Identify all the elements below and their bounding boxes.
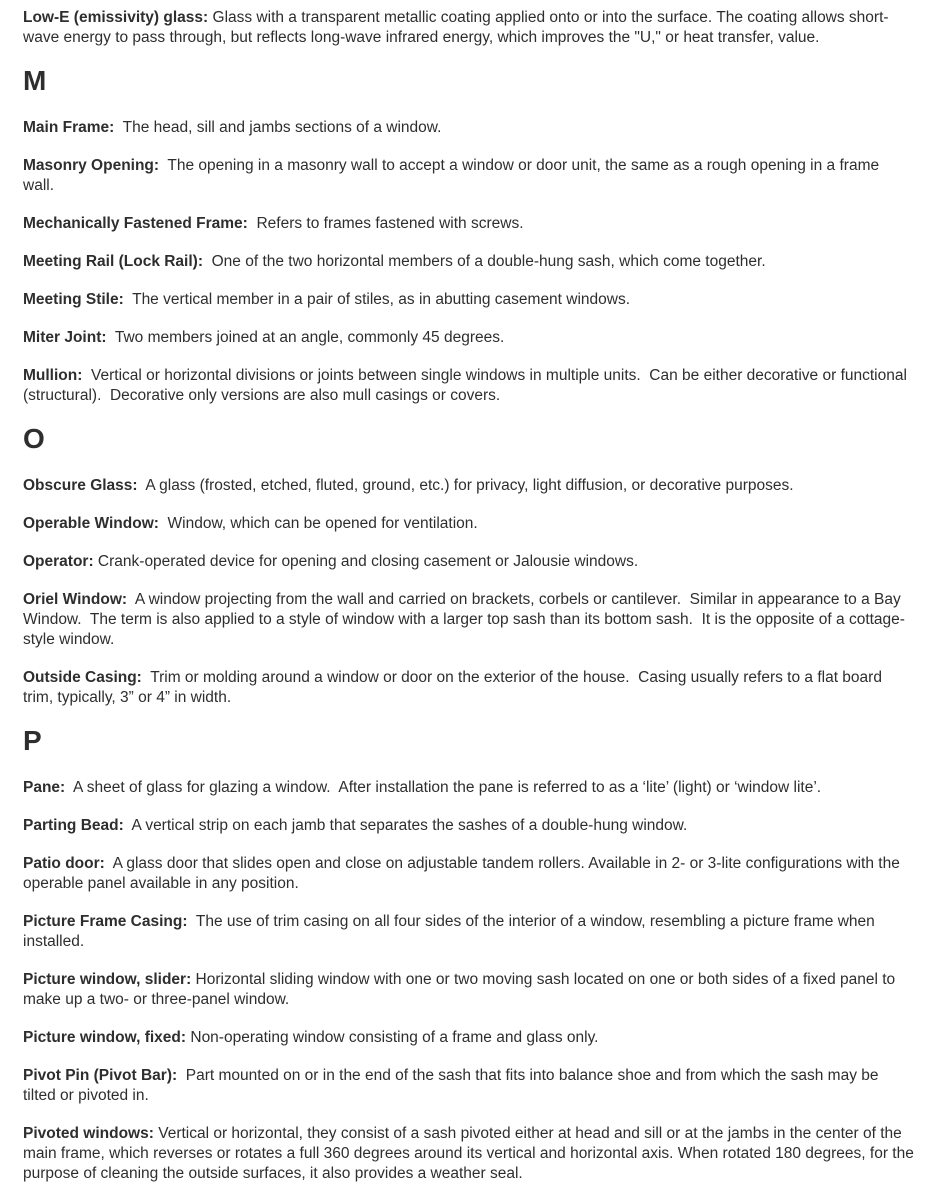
glossary-definition: A window projecting from the wall and carried on brackets, corbels or cantilever. Similar in appearance to a Bay Window. The term is also applied to a style of window with a larger top sash than its bottom sash. It is the opposite of a cottage-style window. [23, 591, 906, 648]
glossary-definition: Horizontal sliding window with one or two moving sash located on one or both sides of a fixed panel to make up a two- or three-panel window. [23, 971, 900, 1008]
glossary-entry [23, 1066, 914, 1106]
glossary-definition: The vertical member in a pair of stiles, as in abutting casement windows. [123, 291, 631, 308]
glossary-entry [23, 476, 914, 496]
glossary-term: Mullion: [23, 367, 83, 384]
glossary-term: Operator: [23, 553, 94, 570]
glossary-definition: Trim or molding around a window or door on the exterior of the house. Casing usually refers to a flat board trim, typically, 3” or 4” in width. [23, 669, 887, 706]
glossary-definition: A sheet of glass for glazing a window. After installation the pane is referred to as a ‘lite’ (light) or ‘window lite’. [65, 779, 822, 796]
glossary-entry [23, 328, 914, 348]
glossary-term: Picture window, slider: [23, 971, 192, 988]
glossary-definition: Two members joined at an angle, commonly 45 degrees. [106, 329, 505, 346]
glossary-entry [23, 854, 914, 894]
glossary-entry [23, 912, 914, 952]
glossary-term: Meeting Rail (Lock Rail): [23, 253, 203, 270]
glossary-term: Pivoted windows: [23, 1125, 154, 1142]
glossary-definition: Non-operating window consisting of a frame and glass only. [186, 1029, 599, 1046]
glossary-definition: One of the two horizontal members of a double-hung sash, which come together. [203, 253, 766, 270]
glossary-term: Pivot Pin (Pivot Bar): [23, 1067, 178, 1084]
section-letter-heading-m: M [23, 65, 47, 96]
glossary-entry [23, 214, 914, 234]
glossary-term: Pane: [23, 779, 66, 796]
glossary-definition: Vertical or horizontal divisions or joints between single windows in multiple units. Can be either decorative or functional (structural). Decorative only versions are also mull casings or covers. [23, 367, 912, 404]
glossary-definition: The use of trim casing on all four sides of the interior of a window, resembling a picture frame when installed. [23, 913, 880, 950]
glossary-term: Parting Bead: [23, 817, 124, 834]
glossary-entry [23, 778, 914, 798]
glossary-entry [23, 590, 914, 650]
glossary-term: Obscure Glass: [23, 477, 138, 494]
glossary-term: Picture Frame Casing: [23, 913, 188, 930]
glossary-term: Mechanically Fastened Frame: [23, 215, 248, 232]
glossary-definition: A vertical strip on each jamb that separates the sashes of a double-hung window. [123, 817, 688, 834]
glossary-entry [23, 156, 914, 196]
glossary-term: Patio door: [23, 855, 105, 872]
glossary-entry [23, 252, 914, 272]
glossary-term: Masonry Opening: [23, 157, 160, 174]
glossary-term: Picture window, fixed: [23, 1029, 187, 1046]
glossary-definition: The head, sill and jambs sections of a window. [114, 119, 442, 136]
glossary-entry [23, 816, 914, 836]
glossary-entry [23, 8, 914, 48]
glossary-entry [23, 1028, 914, 1048]
glossary-term: Meeting Stile: [23, 291, 124, 308]
glossary-definition: Part mounted on or in the end of the sash that fits into balance shoe and from which the sash may be tilted or pivoted in. [23, 1067, 883, 1104]
glossary-entry [23, 552, 914, 572]
glossary-term: Oriel Window: [23, 591, 128, 608]
glossary-definition: A glass door that slides open and close on adjustable tandem rollers. Available in 2- or 3-lite configurations with the operable panel available in any position. [23, 855, 905, 892]
section-letter-heading-o: O [23, 423, 45, 454]
glossary-definition: The opening in a masonry wall to accept a window or door unit, the same as a rough opening in a frame wall. [23, 157, 884, 194]
glossary-definition: Refers to frames fastened with screws. [247, 215, 524, 232]
glossary-entry [23, 290, 914, 310]
glossary-definition: Glass with a transparent metallic coating applied onto or into the surface. The coating allows short-wave energy to pass through, but reflects long-wave infrared energy, which improves the "U," or heat transfer, value. [23, 9, 889, 46]
glossary-definition: Window, which can be opened for ventilation. [158, 515, 478, 532]
glossary-definition: Vertical or horizontal, they consist of a sash pivoted either at head and sill or at the jambs in the center of the main frame, which reverses or rotates a full 360 degrees around its vertical and horizontal axis. When rotated 180 degrees, for the purpose of cleaning the outside surfaces, it also provides a weather seal. [23, 1125, 919, 1182]
section-letter-heading-p: P [23, 725, 42, 756]
glossary-term: Low-E (emissivity) glass: [23, 9, 209, 26]
glossary-entry [23, 1124, 919, 1184]
glossary-entry [23, 970, 914, 1010]
glossary-term: Miter Joint: [23, 329, 107, 346]
glossary-term: Outside Casing: [23, 669, 142, 686]
glossary-entry [23, 366, 914, 406]
glossary-entry [23, 118, 914, 138]
glossary-term: Main Frame: [23, 119, 115, 136]
glossary-definition: A glass (frosted, etched, fluted, ground, etc.) for privacy, light diffusion, or decorative purposes. [137, 477, 794, 494]
glossary-entry [23, 514, 914, 534]
glossary-entry [23, 668, 914, 708]
glossary-definition: Crank-operated device for opening and closing casement or Jalousie windows. [93, 553, 639, 570]
glossary-term: Operable Window: [23, 515, 159, 532]
